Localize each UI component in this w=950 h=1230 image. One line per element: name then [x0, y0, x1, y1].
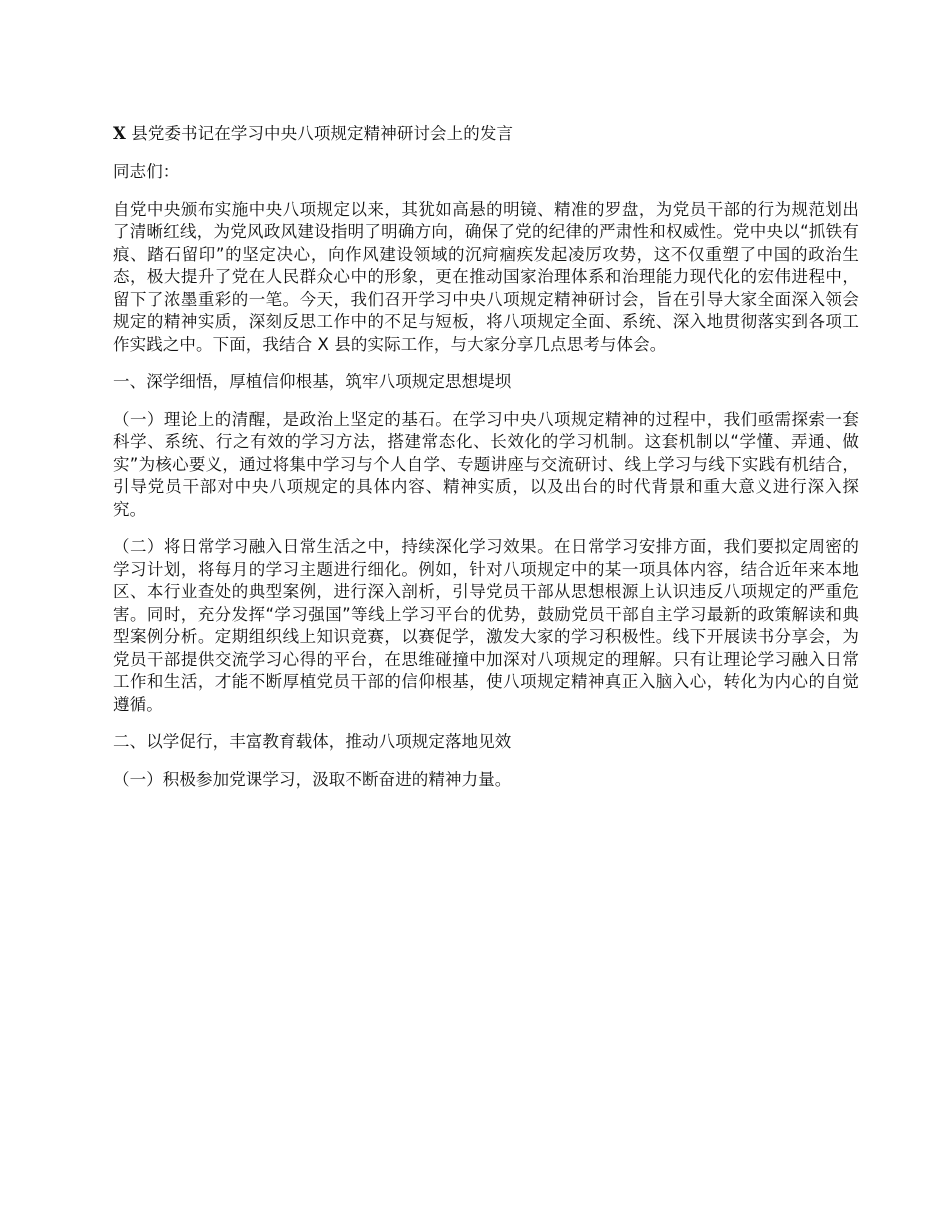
salutation: 同志们： — [113, 162, 180, 181]
document-title-text: 县党委书记在学习中央八项规定精神研讨会上的发言 — [125, 124, 514, 143]
paragraph-intro: 自党中央颁布实施中央八项规定以来，其犹如高悬的明镜、精准的罗盘，为党员干部的行为规范划出了清晰红线，为党风政风建设指明了明确方向，确保了党的纪律的严肃性和权威性。党中央以“抓铁有痕、踏石留印”的坚定决心，向作风建设领域的沉疴痼疾发起凌厉攻势，这不仅重塑了中国的政治生态，极大提升了党在人民群众心中的形象，更在推动国家治理体系和治理能力现代化的宏伟进程中，留下了浓墨重彩的一笔。今天，我们召开学习中央八项规定精神研讨会，旨在引导大家全面深入领会规定的精神实质，深刻反思工作中的不足与短板，将八项规定全面、系统、深入地贯彻落实到各项工作实践之中。下面，我结合 X 县的实际工作，与大家分享几点思考与体会。 — [113, 199, 859, 354]
section-heading-2: 二、以学促行，丰富教育载体，推动八项规定落地见效 — [113, 732, 512, 751]
document-page — [113, 122, 859, 806]
document-title — [113, 122, 859, 146]
paragraph-1-1: （一）理论上的清醒，是政治上坚定的基石。在学习中央八项规定精神的过程中，我们亟需探索一套科学、系统、行之有效的学习方法，搭建常态化、长效化的学习机制。这套机制以“学懂、弄通、做实”为核心要义，通过将集中学习与个人自学、专题讲座与交流研讨、线上学习与线下实践有机结合，引导党员干部对中央八项规定的具体内容、精神实质，以及出台的时代背景和重大意义进行深入探究。 — [113, 409, 859, 519]
document-title-lead: X — [113, 124, 126, 143]
section-heading-1: 一、深学细悟，厚植信仰根基，筑牢八项规定思想堤坝 — [113, 372, 512, 391]
paragraph-2-1: （一）积极参加党课学习，汲取不断奋进的精神力量。 — [113, 769, 512, 789]
paragraph-1-2: （二）将日常学习融入日常生活之中，持续深化学习效果。在日常学习安排方面，我们要拟定周密的学习计划，将每月的学习主题进行细化。例如，针对八项规定中的某一项具体内容，结合近年来本地区、本行业查处的典型案例，进行深入剖析，引导党员干部从思想根源上认识违反八项规定的严重危害。同时，充分发挥“学习强国”等线上学习平台的优势，鼓励党员干部自主学习最新的政策解读和典型案例分析。定期组织线上知识竞赛，以赛促学，激发大家的学习积极性。线下开展读书分享会，为党员干部提供交流学习心得的平台，在思维碰撞中加深对八项规定的理解。只有让理论学习融入日常工作和生活，才能不断厚植党员干部的信仰根基，使八项规定精神真正入脑入心，转化为内心的自觉遵循。 — [113, 537, 859, 714]
